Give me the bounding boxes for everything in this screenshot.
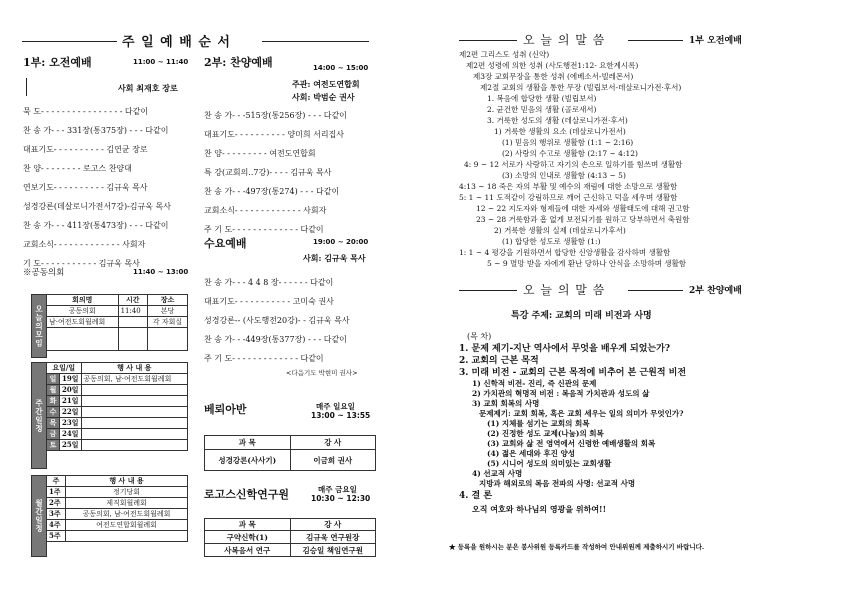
title-rule-right <box>262 41 369 42</box>
event-cell <box>81 385 187 396</box>
logos-cell: 사복음서 연구 <box>205 544 291 557</box>
table-row <box>47 317 188 328</box>
weekly-header: 행 사 내 용 <box>81 363 187 374</box>
table-row <box>47 407 188 418</box>
order-item: 찬 양- - - - - - - - 로고스 찬양대 <box>23 164 132 173</box>
outline-line: (목 차) <box>467 332 492 341</box>
logos-time: 10:30 ~ 12:30 <box>311 494 371 503</box>
sermon-line: 5: 1 ~ 11 도적같이 강림하므로 깨어 근신하고 덕을 세우며 생활함 <box>459 193 678 202</box>
outline-line: 4) 선교적 사명 <box>472 469 523 478</box>
outline-line: 2. 교회의 근본 목적 <box>459 356 539 366</box>
first-order-list <box>23 102 195 273</box>
outline-line: 오직 여호와 하나님의 영광을 위하여!! <box>472 504 607 514</box>
sermon-line: 12 ~ 22 지도자와 형제들에 대한 자세와 생활태도에 대해 권고함 <box>476 204 690 213</box>
sermon-line: 1: 1 ~ 4 평강을 기원하면서 합당한 신앙생활을 감사하며 생활함 <box>459 248 671 257</box>
event-cell: 공동의회, 남·여전도회월례회 <box>66 509 188 520</box>
wednesday-service-name: 수요예배 <box>204 237 247 250</box>
order-item: 특 강(교회의..7강)- - - - 김규욱 목사 <box>204 168 332 177</box>
sermon-line: 제2절 교회의 생활을 통한 무장 (빌립보서-데살로니가전·후서) <box>480 83 682 92</box>
event-cell <box>81 440 187 451</box>
table-row <box>205 531 376 544</box>
berea-cell: 성경강론(사사기) <box>205 450 291 471</box>
weekly-header: 요일/일 <box>47 363 82 374</box>
meeting-title: ※공동의회 <box>23 268 65 278</box>
day-cell: 월 <box>47 385 60 396</box>
order-item: 찬 송 가- - -515장(통256장) - - - 다같이 <box>204 111 347 120</box>
outline-line: 문제제기: 교회 회복, 혹은 교회 세우는 일의 의미가 무엇인가? <box>479 409 684 418</box>
order-item: 찬 송 가- - -449장(통377장) - - - 다같이 <box>204 335 347 344</box>
monthly-header: 주 <box>47 476 66 487</box>
sermon-line: (1) 합당한 성도로 생활함 (1:) <box>502 237 601 246</box>
meeting-cell: 공동의회 <box>47 306 119 317</box>
sermon-line: (1) 믿음의 행위로 생활함 (1:1 ~ 2:16) <box>502 138 634 147</box>
table-row <box>47 328 188 351</box>
day-cell: 화 <box>47 396 60 407</box>
order-item: 교회소식- - - - - - - - - - - - - 사회자 <box>23 240 146 249</box>
table-row <box>47 295 188 306</box>
order-item: 찬 양- - - - - - - - - 여전도연합회 <box>204 149 316 158</box>
weekly-table <box>46 362 188 451</box>
meeting-cell: 남·여전도회월례회 <box>47 317 119 328</box>
berea-cell: 이금희 권사 <box>290 450 376 471</box>
sermon-line: 4: 9 ~ 12 서로가 사랑하고 자기의 손으로 일하기를 힘쓰며 생활함 <box>464 160 683 169</box>
table-row <box>47 374 188 385</box>
second-host: 주관: 여전도연합회 <box>292 79 360 89</box>
table-row <box>205 450 376 471</box>
first-service-time: 11:00 ~ 11:40 <box>133 58 189 66</box>
order-item: 성경강론(데살로니가전서7강)-김규욱 목사 <box>23 202 171 211</box>
meeting-time: 11:40 ~ 13:00 <box>133 268 189 276</box>
event-cell <box>81 429 187 440</box>
week-cell: 2주 <box>47 498 66 509</box>
sermon-line: (2) 사랑의 수고로 생활함 (2:17 ~ 4:12) <box>502 149 638 158</box>
week-cell: 1주 <box>47 487 66 498</box>
first-presider: 사회 최재호 장로 <box>118 83 178 93</box>
order-item: 성경강론-- (사도행전20강)- - 김규욱 목사 <box>204 316 350 325</box>
day-cell: 목 <box>47 418 60 429</box>
table-row <box>47 385 188 396</box>
table-row <box>47 306 188 317</box>
presider-bar <box>26 78 27 96</box>
outline-line: (1) 지체를 섬기는 교회의 회복 <box>487 419 590 428</box>
berea-class-name: 베뢰아반 <box>204 403 247 416</box>
sermon1-tag: 1부 오전예배 <box>689 36 742 46</box>
title-rule-left <box>22 41 117 42</box>
sermon-line: 5 ~ 9 멸망 받을 자에게 환난 당하나 안식을 소망하며 생활함 <box>487 259 687 268</box>
week-cell: 5주 <box>47 531 66 542</box>
outline-line: 3) 교회 회복의 사명 <box>472 399 540 408</box>
sermon2-rule-right <box>628 290 683 291</box>
logos-cell: 김승일 책임연구원 <box>290 544 376 557</box>
weekly-side-label: 주간일정 <box>31 362 47 469</box>
event-cell: 제직회월례회 <box>66 498 188 509</box>
event-cell: 공동의회, 남·여전도회월례회 <box>81 374 187 385</box>
page-title: 주 일 예 배 순 서 <box>122 35 231 50</box>
special-lecture-topic: 특강 주제: 교회의 미래 비전과 사명 <box>511 311 652 321</box>
monthly-header: 행 사 내 용 <box>66 476 188 487</box>
table-row <box>47 476 188 487</box>
event-cell: 정기당회 <box>66 487 188 498</box>
date-cell: 24일 <box>60 429 82 440</box>
sermon-line: 1. 복음에 합당한 생활 (빌립보서) <box>487 94 597 103</box>
next-prayer-note: <다음기도 박현미 권사> <box>286 369 358 377</box>
registration-notice: ★ 등록을 원하시는 분은 봉사위원 등록카드를 작성하여 안내위원께 제출하시기 바랍니다. <box>449 543 705 551</box>
sermon1-rule-left <box>459 40 517 41</box>
order-item: 묵 도- - - - - - - - - - - - - - - - 다같이 <box>23 107 149 116</box>
day-cell: 일 <box>47 374 60 385</box>
outline-line: (5) 시니어 성도의 의미있는 교회생활 <box>487 459 612 468</box>
logos-when: 매주 금요일 <box>318 485 357 494</box>
day-cell: 금 <box>47 429 60 440</box>
outline-line: 지방과 해외로의 복음 전파의 사명: 선교적 사명 <box>479 479 636 488</box>
event-cell <box>81 396 187 407</box>
date-cell: 25일 <box>60 440 82 451</box>
event-cell: 여전도연합회월례회 <box>66 520 188 531</box>
table-row <box>47 363 188 374</box>
event-cell <box>66 531 188 542</box>
outline-line: (4) 젊은 세대와 후진 양성 <box>487 449 575 458</box>
order-item: 찬 송 가- - - 331장(통375장) - - - 다같이 <box>23 126 169 135</box>
sermon-line: 3. 거룩한 성도의 생활 (데살로니가전·후서) <box>487 116 628 125</box>
week-cell: 3주 <box>47 509 66 520</box>
sermon1-rule-right <box>628 40 683 41</box>
order-item: 주 기 도- - - - - - - - - - - - - 다같이 <box>204 225 324 234</box>
meeting-cell: 각 자회실 <box>147 317 187 328</box>
table-row <box>47 418 188 429</box>
monthly-table <box>46 475 188 542</box>
sermon-line: 4:13 ~ 18 죽은 자의 부활 및 예수의 재림에 대한 소망으로 생활함 <box>459 182 678 191</box>
lecture-outline <box>459 331 799 515</box>
berea-table <box>204 435 376 471</box>
table-row <box>205 544 376 557</box>
sermon2-rule-left <box>459 290 517 291</box>
date-cell: 22일 <box>60 407 82 418</box>
date-cell: 20일 <box>60 385 82 396</box>
logos-table <box>204 518 376 557</box>
sermon-line: 1) 거룩한 생활의 요소 (데살로니가전서) <box>494 127 626 136</box>
day-cell: 수 <box>47 407 60 418</box>
meeting-header: 장소 <box>147 295 187 306</box>
meeting-header: 회의명 <box>47 295 119 306</box>
monthly-side-label: 월간일정 <box>31 475 47 557</box>
wednesday-time: 19:00 ~ 20:00 <box>313 238 369 246</box>
order-item: 대표기도- - - - - - - - - - - 고미숙 권사 <box>204 297 334 306</box>
order-item: 기 도- - - - - - - - - - - 김규욱 목사 <box>23 259 140 268</box>
logos-cell: 구약신학(1) <box>205 531 291 544</box>
order-item: 주 기 도- - - - - - - - - - - - - 다같이 <box>204 354 324 363</box>
meeting-cell: 본당 <box>147 306 187 317</box>
logos-institute-name: 로고스신학연구원 <box>204 488 290 501</box>
table-row <box>47 487 188 498</box>
meeting-header: 시간 <box>118 295 147 306</box>
order-item: 연보기도- - - - - - - - - - 김규욱 목사 <box>23 183 148 192</box>
event-cell <box>81 418 187 429</box>
logos-cell: 김규욱 연구원장 <box>290 531 376 544</box>
sermon-line: 제2편 성령에 의한 성취 (사도행전1:12- 요한계시록) <box>466 61 639 70</box>
sermon-line: 2) 거룩한 생활의 실제 (데살로니가후서) <box>494 226 626 235</box>
table-row <box>205 436 376 450</box>
sermon2-tag: 2부 찬양예배 <box>689 286 742 296</box>
sermon1-outline <box>459 49 799 269</box>
day-cell: 토 <box>47 440 60 451</box>
order-item: 찬 송 가- - -497장(통274) - - - 다같이 <box>204 187 340 196</box>
sermon-line: 2. 균건한 믿음의 생활 (골로새서) <box>487 105 597 114</box>
outline-line: 4. 결 론 <box>459 491 493 501</box>
table-row <box>47 498 188 509</box>
second-service-name: 2부: 찬양예배 <box>204 56 273 69</box>
table-row <box>47 396 188 407</box>
meeting-cell <box>118 317 147 328</box>
first-service-name: 1부: 오전예배 <box>23 56 92 69</box>
order-item: 교회소식- - - - - - - - - - - - - 사회자 <box>204 206 327 215</box>
table-row <box>47 509 188 520</box>
table-row <box>47 520 188 531</box>
second-order-list <box>204 106 376 239</box>
outline-line: 1. 문제 제기-지난 역사에서 무엇을 배우게 되었는가? <box>459 344 671 354</box>
outline-line: 2) 가치관의 혁명적 비전 : 복음적 가치관과 성도의 삶 <box>472 389 650 398</box>
sermon-line: 제2편 그리스도 성취 (신약) <box>459 50 550 59</box>
second-service-time: 14:00 ~ 15:00 <box>313 64 369 72</box>
logos-header: 과 목 <box>205 519 291 531</box>
second-presider: 사회: 박범순 권사 <box>292 92 355 102</box>
wednesday-order-list <box>204 273 376 368</box>
logos-header: 강 사 <box>290 519 376 531</box>
outline-line: 1) 신학적 비전- 진리, 즉 신관의 문제 <box>472 379 597 388</box>
outline-line: (2) 진정한 성도 교제(나눔)의 회복 <box>487 429 604 438</box>
order-item: 대표기도- - - - - - - - - - 양미희 서리집사 <box>204 130 345 139</box>
sermon-line: 제3장 교회무장을 통한 성취 (에베소서-빌레몬서) <box>473 72 634 81</box>
berea-header: 강 사 <box>290 436 376 450</box>
table-row <box>205 519 376 531</box>
sermon-line: (3) 소망의 인내로 생활함 (4:13 ~ 5) <box>502 171 626 180</box>
outline-line: (3) 교회와 삶 전 영역에서 신령한 예배생활의 회복 <box>487 439 656 448</box>
table-row <box>47 429 188 440</box>
date-cell: 23일 <box>60 418 82 429</box>
order-item: 대표기도- - - - - - - - - - 김연균 장로 <box>23 145 148 154</box>
meeting-table <box>46 294 188 351</box>
event-cell <box>81 407 187 418</box>
wednesday-presider: 사회: 김규욱 목사 <box>303 253 366 263</box>
table-row <box>47 531 188 542</box>
outline-line: 3. 미래 비전 - 교회의 근본 목적에 비추어 본 근원적 비전 <box>459 368 687 378</box>
order-item: 찬 송 가- - - 4 4 8 장- - - - - - 다같이 <box>204 278 334 287</box>
week-cell: 4주 <box>47 520 66 531</box>
berea-time: 13:00 ~ 13:55 <box>311 411 371 420</box>
meeting-side-label: 오늘의모임 <box>31 294 47 358</box>
meeting-cell: 11:40 <box>118 306 147 317</box>
sermon2-title: 오 늘 의 말 씀 <box>523 283 606 297</box>
sermon-line: 23 ~ 28 거룩함과 흠 없게 보전되기를 원하고 당부하면서 축원함 <box>476 215 690 224</box>
date-cell: 19일 <box>60 374 82 385</box>
berea-when: 매주 일요일 <box>316 402 355 411</box>
order-item: 찬 송 가- - - 411장(통473장) - - - 다같이 <box>23 221 169 230</box>
table-row <box>47 440 188 451</box>
date-cell: 21일 <box>60 396 82 407</box>
berea-header: 과 목 <box>205 436 291 450</box>
sermon1-title: 오 늘 의 말 씀 <box>523 33 606 47</box>
